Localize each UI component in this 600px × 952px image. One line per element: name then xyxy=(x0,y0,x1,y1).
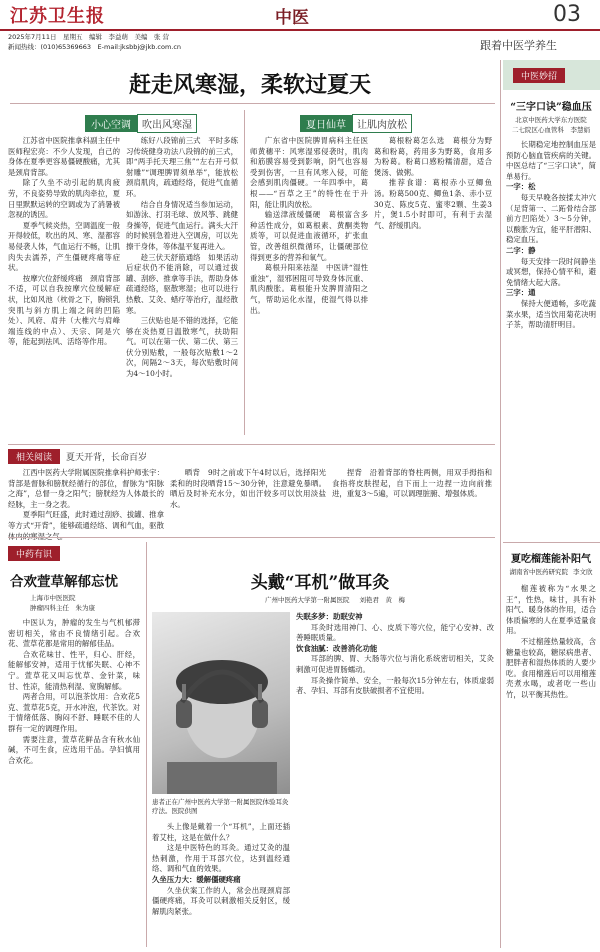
ear-sub1: 久坐压力大：缓解僵硬疼痛 xyxy=(152,874,241,884)
herb-org: 上海市中医医院 xyxy=(30,594,76,602)
durian-body xyxy=(506,584,596,946)
article2-p3: 葛根升阳来祛湿 中医讲“湿性重浊”，湿邪困阻可导致身体沉重、肌肉酸胀。葛根能升发脾胃清阳之气，帮助运化水湿，使湿气得以排出。 xyxy=(250,263,368,315)
related-sub: 夏天开背，长命百岁 xyxy=(66,452,148,463)
herb-title: 合欢萱草解郁忘忧 xyxy=(10,574,118,590)
article1-p6: 结合自身情况适当参加运动，如游泳、打羽毛球、放风筝、跳健身操等，促进气血运行。满头大汗的时候别急着进入空调房，可以先擦干身体，等体温平复再进入。 xyxy=(126,199,238,251)
title-rule xyxy=(10,103,495,104)
ear-org-name: 广州中医药大学第一附属医院 xyxy=(264,596,350,604)
bar-rule-top xyxy=(8,444,495,445)
bottom-rule xyxy=(8,537,495,538)
tag-right-value: 让肌肉放松 xyxy=(352,114,412,133)
ear-col-left xyxy=(152,822,290,946)
article3-p2: 夏季阳气旺盛，此时通过刮痧、拔罐、推拿等方式“开背”，能够疏通经络、调和气血，驱散体内的寒湿之气。 xyxy=(8,510,164,541)
durian-org-name: 湖南省中医药研究院 xyxy=(509,568,568,576)
article2-p4: 葛根粉葛怎么选 葛根分为野葛和粉葛，药用多为野葛，食用多为粉葛。粉葛口感粉糯清甜，适合煲汤、做粥。 xyxy=(374,136,492,177)
article1-p4: 按摩穴位舒缓疼痛 颈肩背部不适，可以自我按摩穴位缓解症状，比如风池（枕骨之下，胸锁乳突肌与斜方肌上端之间的凹陷处）、风府、肩井（大椎穴与肩峰端连线的中点）、天宗、阿是穴等，能起到祛风、活络等作用。 xyxy=(8,273,120,347)
ear-p2: 这是中医特色的耳灸。通过艾灸的温热刺激，作用于耳部穴位，达到温经通络、调和气血的效果。 xyxy=(152,843,290,874)
ear-title: 头戴“耳机”做耳灸 xyxy=(250,573,390,593)
related-bar xyxy=(8,449,147,463)
article2-col2 xyxy=(374,136,492,432)
right-rule xyxy=(503,542,600,543)
article1-p1: 江苏省中医院推拿科副主任中医师程宏亮：不少人发现，自己的身体在夏季更容易僵硬酸痛，尤其是颈肩背部。 xyxy=(8,136,120,177)
hotline: 新闻热线：(010)65369663 E-mail:jksbbj@jkb.com.cn xyxy=(8,43,182,51)
article2-p2: 输送津液缓僵硬 葛根富含多种活性成分，如葛根素、黄酮类物质等，可以促进血液循环，扩张血管，改善组织微循环，让僵硬部位得到更多的营养和氧气。 xyxy=(250,210,368,262)
section-title: 中医 xyxy=(275,8,309,28)
article1-p7: 趁三伏天舒筋通络 如果活动后症状仍不能消除，可以通过拔罐、刮痧、推拿等手法，帮助身体疏通经络，驱散寒湿；也可以进行热敷、艾灸、蜡疗等治疗，温经散寒。 xyxy=(126,252,238,315)
article2-col1 xyxy=(250,136,368,432)
ear-p5: 耳部的脾、胃、大肠等穴位与消化系统密切相关，艾灸刺激可促进胃肠蠕动。 xyxy=(296,654,494,674)
herb-p3: 两者合用，可以泡茶饮用：合欢花5克、萱草花5克，开水冲泡，代茶饮。对于情绪低落、胸闷不舒、睡眠不佳的人群有一定的调理作用。 xyxy=(8,692,140,733)
ear-col-right xyxy=(296,612,494,946)
durian-org xyxy=(504,568,598,577)
divider-bottom-left xyxy=(146,542,147,947)
article1-p5: 练好八段锦前三式 平时多练习传统健身功法八段锦的前三式，即“两手托天理三焦”“左右开弓似射雕”“调理脾胃须单举”，能放松颈肩肌肉，疏通经络，促进气血循环。 xyxy=(126,136,238,198)
article3-p3: 晒背 9时之前或下午4时以后，选择阳光柔和的时段晒背15～30分钟，注意避免暴晒。晒后及时补充水分，如出汗较多可以饮用淡盐水。 xyxy=(170,468,326,509)
ear-org xyxy=(225,596,445,605)
tips-section-head xyxy=(513,68,565,82)
bp-s1: 一字：松 xyxy=(506,182,536,192)
article1-col1 xyxy=(8,136,120,432)
slogan: 跟着中医学养生 xyxy=(480,39,557,52)
article2-p5: 推荐食谱：葛根赤小豆鲫鱼汤。粉葛500克、鲫鱼1条、赤小豆30克、陈皮5克、蜜枣2颗、生姜3片，煲1.5小时即可，有利于去湿气、舒缓肌肉。 xyxy=(374,178,492,230)
bp-s2: 二字：静 xyxy=(506,245,536,255)
article3-p4: 捏背 沿着背部的脊柱两侧，用双手拇指和食指将皮肤捏起，自下而上一边捏一边向前推进，重复3～5遍，可以调理脏腑、增强体质。 xyxy=(332,468,492,499)
durian-author: 李文欣 xyxy=(573,568,593,576)
ear-photo-illustration xyxy=(152,612,290,794)
ear-authors: 刘艳君 黄 梅 xyxy=(359,596,406,604)
article3-col1 xyxy=(8,468,164,541)
tag-left-key: 小心空调 xyxy=(85,115,137,132)
durian-p2: 不过榴莲热量较高，含糖量也较高，糖尿病患者、肥胖者和湿热体质的人要少吃。食用榴莲后可以用榴莲壳煮水喝，或者吃一些山竹，以平衡其热性。 xyxy=(506,636,596,699)
ear-photo-caption: 患者正在广州中医药大学第一附属医院体验耳灸疗法。医院供图 xyxy=(152,798,289,815)
tips-pill: 中医妙招 xyxy=(513,68,565,83)
durian-title: 夏吃榴莲能补阳气 xyxy=(511,554,591,565)
herb-pill: 中药有识 xyxy=(8,546,60,561)
date-line: 2025年7月11日 星期五 编辑 李益萌 美编 张 营 xyxy=(8,33,170,41)
article3-col3 xyxy=(332,468,492,532)
tag-left xyxy=(85,114,197,133)
article1-p2: 除了久坐不动引起的肌肉疲劳，不良姿势导致的肌肉牵拉，夏日里默默运转的空调或为了消暑被忽视的诱因。 xyxy=(8,178,120,220)
herb-body xyxy=(8,618,140,946)
durian-p1: 榴莲被称为“水果之王”，性热，味甘，具有补阳气、暖身体的作用，适合体质偏寒的人在夏季适量食用。 xyxy=(506,584,596,636)
divider-mid xyxy=(244,110,245,435)
ear-p4: 耳灸时选用神门、心、皮质下等穴位，能宁心安神、改善睡眠质量。 xyxy=(296,622,494,643)
herb-p4: 需要注意，萱草花鲜品含有秋水仙碱，不可生食，应选用干品。孕妇慎用合欢花。 xyxy=(8,734,140,765)
article3-col2 xyxy=(170,468,326,532)
article2-p1: 广东省中医院脾胃病科主任医师黄穗平：风寒湿邪侵袭时，肌肉和筋膜容易受到影响，阴气也容易受到伤害，一旦有风寒入侵，可能会感到肌肉僵硬。一年四季中，葛根——“百草之王”的特性在于升阳，能让肌肉放松。 xyxy=(250,136,368,209)
ear-p3: 久坐伏案工作的人，常会出现颈肩部僵硬疼痛，耳灸可以刺激相关反射区，缓解肌肉紧张。 xyxy=(152,885,290,916)
ear-sub2: 失眠多梦：助眠安神 xyxy=(296,612,363,621)
ear-p1: 头上像是戴着一个“耳机”，上面还插着艾柱，这是在做什么？ xyxy=(152,822,290,842)
bp-body xyxy=(506,140,596,538)
paper-logo: 江苏卫生报 xyxy=(10,6,105,27)
bp-p2: 每天早晚各按揉太冲穴（足背第一、二跖骨结合部前方凹陷处）3～5分钟，以酸胀为宜，能平肝潜阳、稳定血压。 xyxy=(506,192,596,245)
bp-author: 二七院区心血管科 李慧娟 xyxy=(512,126,590,134)
bp-s3: 三字：通 xyxy=(506,288,536,298)
article3-p1: 江西中医药大学附属医院推拿科护师张宇：背部是督脉和膀胱经循行的部位，督脉为“阳脉之海”，总督一身之阳气；膀胱经为人体最长的经脉，主一身之表。 xyxy=(8,468,164,509)
herb-p1: 中医认为，肿瘤的发生与气机郁滞密切相关，常由不良情绪引起。合欢花、萱草花都是常用的解郁佳品。 xyxy=(8,618,140,649)
article1-col2 xyxy=(126,136,238,432)
related-pill: 相关阅读 xyxy=(8,449,60,464)
page-number: 03 xyxy=(553,2,581,27)
ear-sub3: 饮食油腻：改善消化功能 xyxy=(296,643,378,653)
herb-p2: 合欢花味甘、性平，归心、肝经，能解郁安神，适用于忧郁失眠、心神不宁。萱草花又叫忘忧草、金针菜，味甘、性凉，能清热利湿、宽胸解郁。 xyxy=(8,649,140,691)
bp-org: 北京中医药大学东方医院 xyxy=(515,116,587,124)
masthead-bar xyxy=(0,29,600,31)
bp-title: “三字口诀”稳血压 xyxy=(510,102,592,113)
herb-section-head xyxy=(8,546,60,560)
tag-left-value: 吹出风寒湿 xyxy=(137,114,197,133)
divider-right xyxy=(500,60,501,948)
bp-p3: 每天安排一段时间静坐或冥想，保持心情平和，避免情绪大起大落。 xyxy=(506,256,596,287)
bp-p1: 长期稳定地控制血压是预防心脑血管疾病的关键。中医总结了“三字口诀”，简单易行。 xyxy=(506,140,596,181)
bp-p4: 保持大便通畅，多吃蔬菜水果，适当饮用菊花决明子茶，帮助清肝明目。 xyxy=(506,298,596,330)
ear-photo xyxy=(152,612,290,794)
article1-p8: 三伏贴也是不错的选择，它能够在炎热夏日温散寒气，扶助阳气。可以在第一伏、第二伏、第三伏分别贴敷，一般每次贴敷1～2次，间隔2～3天，每次贴敷时间为4～10小时。 xyxy=(126,316,238,379)
tag-right xyxy=(300,114,412,133)
article1-p3: 夏季气候炎热，空调温度一般开得较低，吹出的风、寒、湿都容易侵袭人体，气血运行不畅，让肌肉失去濡养，产生僵硬疼痛等症状。 xyxy=(8,220,120,273)
masthead xyxy=(0,0,600,56)
main-title: 赶走风寒湿，柔软过夏天 xyxy=(128,72,371,98)
tag-right-key: 夏日仙草 xyxy=(300,115,352,132)
herb-author: 肿瘤四科主任 朱为康 xyxy=(30,604,95,612)
ear-p6: 耳灸操作简单、安全，一般每次15分钟左右，体质虚弱者、孕妇、耳部有皮肤破损者不宜使用。 xyxy=(296,675,494,696)
